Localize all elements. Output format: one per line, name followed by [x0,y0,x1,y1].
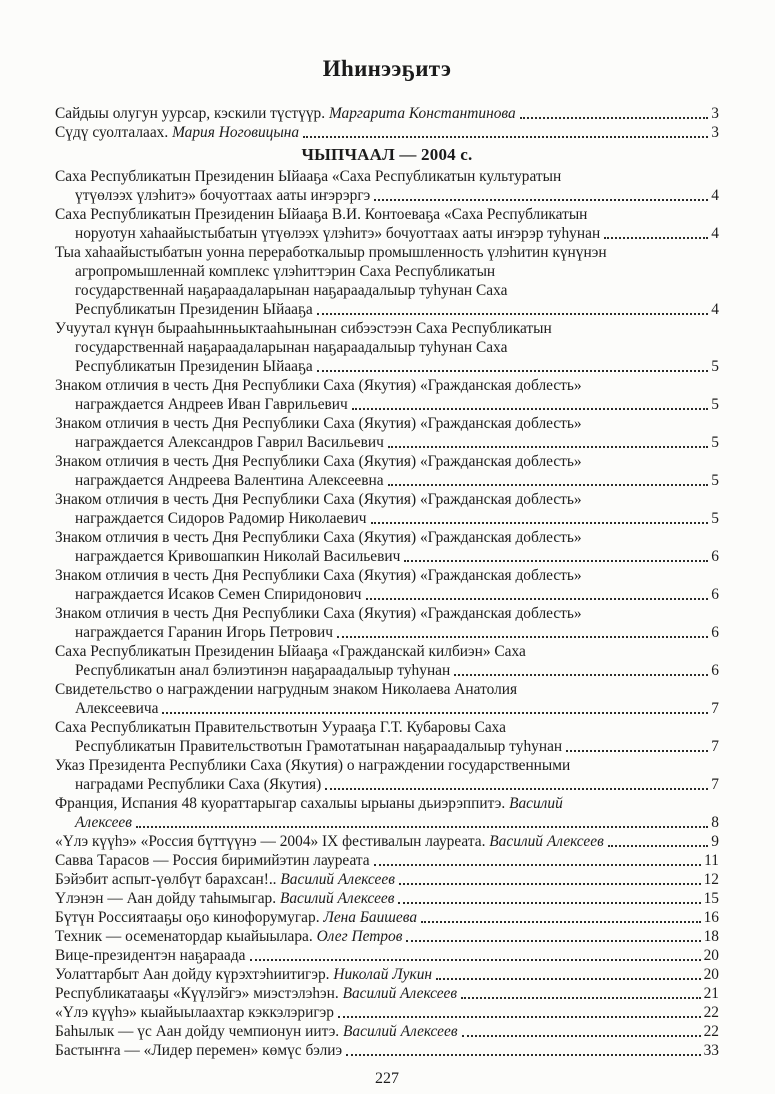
toc-entry [55,528,719,566]
entry-page-number: 21 [703,985,719,1002]
toc-line [55,718,719,737]
toc-entry [55,889,719,908]
toc-entry-title: Уолаттарбыт Аан дойду күрэхтэһиитигэр. [55,966,334,983]
toc-entry-text [55,719,506,736]
toc-entry [55,1041,719,1060]
toc-entry-text [75,357,313,376]
entry-page-number: 3 [711,124,719,141]
entry-page-number: 8 [711,814,719,831]
toc-entry-title: награждается Кривошапкин Николай Васильевич [75,548,401,565]
toc-entry [55,756,719,794]
toc-entry-text [55,104,516,123]
section-heading: ЧЫПЧААЛ — 2004 с. [301,145,473,164]
toc-entry [55,452,719,490]
toc-entry-title: государственнай наҕараадаларынан наҕараадалыыр туһунан Саха [75,339,508,356]
toc-line [55,908,719,927]
entry-page-number: 20 [703,947,719,964]
toc-entry [55,1022,719,1041]
toc-entry-author: Николай Лукин [333,966,433,983]
leader-dots [162,712,708,714]
toc-entry-title: Знаком отличия в честь Дня Республики Саха (Якутия) «Гражданская доблесть» [55,529,582,546]
entry-page-number: 6 [711,586,719,603]
toc-entry-text [55,889,394,908]
toc-entry-text [75,395,348,414]
toc-line [55,699,719,718]
toc-entry-title: Бүтүн Россиятааҕы оҕо кинофорумугар. [55,909,324,926]
toc-entries-section [55,167,719,1060]
leader-dots [388,484,709,486]
toc-line [55,623,719,642]
toc-entry-text [55,908,417,927]
toc-entry-title: награждается Исаков Семен Спиридонович [75,586,362,603]
toc-entry-title: Знаком отличия в честь Дня Республики Саха (Якутия) «Гражданская доблесть» [55,567,582,584]
leader-dots [461,997,701,999]
toc-entry-title: Республикатын Правительствотын Грамотатынан наҕараадалыыр туһунан [75,738,563,755]
toc-entry-title: Саха Республикатын Президенин Ыйааҕа «Гражданскай килбиэн» Саха [55,643,526,660]
footer-page-number: 227 [375,1070,399,1087]
toc-entry [55,984,719,1003]
toc-entry-title: Алексеевича [75,700,159,717]
toc-line [55,889,719,908]
entry-page-number: 5 [711,358,719,375]
toc-entries-top [55,104,719,142]
toc-line [55,661,719,680]
toc-line [55,946,719,965]
toc-entry-text [55,870,395,889]
toc-line [55,585,719,604]
toc-line [55,433,719,452]
entry-page-number: 6 [711,624,719,641]
toc-entry-text [55,168,561,185]
leader-dots [374,864,702,866]
entry-page-number: 4 [711,225,719,242]
leader-dots [303,136,708,138]
toc-entry [55,376,719,414]
toc-entry-text [75,263,495,280]
toc-entry-text [55,681,517,698]
toc-entry [55,718,719,756]
toc-entry-author: Маргарита Константинова [328,105,516,122]
toc-entry-text [55,1022,458,1041]
toc-line [55,281,719,300]
toc-line [55,104,719,123]
toc-entry [55,243,719,319]
entry-page-number: 16 [703,909,719,926]
toc-line [55,471,719,490]
toc-line [55,1022,719,1041]
toc-line [55,775,719,794]
leader-dots [520,117,709,119]
leader-dots [604,237,708,239]
entry-page-number: 5 [711,472,719,489]
leader-dots [325,788,708,790]
toc-entry-title: Республикатааҕы «Күүлэйгэ» миэстэлэһэн. [55,985,343,1002]
entry-page-number: 4 [711,301,719,318]
toc-entry-title: «Үлэ күүһэ» «Россия бүттүүнэ — 2004» IX фестивалын лауреата. [55,833,490,850]
toc-entry-text [55,415,582,432]
toc-entry-title: Вице-президентэн наҕараада [55,947,246,964]
toc-entry-title: награждается Гаранин Игорь Петрович [75,624,333,641]
entry-page-number: 12 [703,871,719,888]
toc-line [55,395,719,414]
leader-dots [352,408,709,410]
entry-page-number: 22 [703,1023,719,1040]
toc-line [55,357,719,376]
toc-entry [55,104,719,123]
toc-entry-text [75,186,370,205]
toc-entry-text [55,795,563,812]
toc-line [55,528,719,547]
toc-entry-title: наградами Республики Саха (Якутия) [75,776,322,793]
toc-entry [55,319,719,376]
toc-entry [55,870,719,889]
toc-line [55,566,719,585]
entry-page-number: 6 [711,662,719,679]
leader-dots [454,674,708,676]
toc-entry-title: Бэйэбит аспыт-үөлбүт барахсан!.. [55,871,281,888]
toc-entry-title: Республикатын Президенин Ыйааҕа [75,358,313,375]
toc-line [55,205,719,224]
toc-entry-text [75,699,158,718]
toc-entry-title: Сүдү суолталаах. [55,124,173,141]
leader-dots [337,636,708,638]
toc-entry-title: Знаком отличия в честь Дня Республики Саха (Якутия) «Гражданская доблесть» [55,453,582,470]
toc-entry-title: «Үлэ күүһэ» кыайыылаахтар кэккэлэригэр [55,1004,334,1021]
entry-page-number: 33 [703,1042,719,1059]
entry-page-number: 4 [711,187,719,204]
leader-dots [338,1016,701,1018]
toc-entry-text [55,567,582,584]
leader-dots [566,750,708,752]
toc-entry-title: Бастыҥҥа — «Лидер перемен» көмүс бэлиэ [55,1042,343,1059]
toc-entry-title: Саха Республикатын Президенин Ыйааҕа В.И. Контоеваҕа «Саха Республикатын [55,206,588,223]
toc-entry-author: Лена Баишева [323,909,418,926]
toc-line [55,680,719,699]
entry-page-number: 6 [711,548,719,565]
toc-line [55,642,719,661]
toc-entry-text [55,1003,334,1022]
entry-page-number: 7 [711,700,719,717]
entry-page-number: 15 [703,890,719,907]
leader-dots [374,199,708,201]
toc-entry-text [55,757,570,774]
toc-entry-text [55,984,457,1003]
toc-entry-title: Знаком отличия в честь Дня Республики Саха (Якутия) «Гражданская доблесть» [55,605,582,622]
toc-line [55,338,719,357]
toc-entry-title: Знаком отличия в честь Дня Республики Саха (Якутия) «Гражданская доблесть» [55,491,582,508]
leader-dots [436,978,701,980]
toc-entry-text [55,320,552,337]
toc-entry-text [75,623,333,642]
toc-entry-author: Олег Петров [316,928,403,945]
toc-entry-text [55,605,582,622]
toc-entry-title: Знаком отличия в честь Дня Республики Саха (Якутия) «Гражданская доблесть» [55,377,582,394]
leader-dots [317,313,709,315]
toc-entry [55,908,719,927]
leader-dots [421,921,701,923]
leader-dots [399,883,701,885]
toc-entry [55,414,719,452]
toc-entry-text [55,529,582,546]
toc-entry-text [75,547,400,566]
toc-entry-text [55,491,582,508]
toc-entry-title: Учуутал күнүн бырааһынньыктааһынынан сибээстээн Саха Республикатын [55,320,552,337]
toc-line [55,794,719,813]
toc-entry-text [75,339,507,356]
leader-dots [608,845,709,847]
toc-entry-text [75,585,362,604]
toc-entry-text [75,282,507,299]
toc-line [55,851,719,870]
toc-entry-author: Василий Алексеев [279,890,395,907]
toc-entry [55,604,719,642]
toc-line [55,509,719,528]
entry-page-number: 11 [704,852,719,869]
toc-line [55,756,719,775]
toc-entry-author: Василий Алексеев [489,833,604,850]
toc-entry-title: Тыа хаһаайыстыбатын уонна переработкалыыр промышленность үлэһитин күнүнэн [55,244,607,261]
toc-entry-text [75,775,321,794]
toc-line [55,300,719,319]
leader-dots [404,560,708,562]
toc-line [55,965,719,984]
toc-line [55,452,719,471]
toc-line [55,927,719,946]
toc-entry [55,794,719,832]
leader-dots [250,959,701,961]
toc-entry-title: Республикатын Президенин Ыйааҕа [75,301,313,318]
toc-entry [55,680,719,718]
toc-entry-text [75,813,132,832]
toc-line [55,243,719,262]
toc-line [55,604,719,623]
toc-entry-title: Саха Республикатын Правительствотын Уурааҕа Г.Т. Кубаровы Саха [55,719,506,736]
toc-entry [55,1003,719,1022]
page-title: Иһинээҕитэ [322,56,452,81]
toc-entry [55,123,719,142]
toc-line [55,186,719,205]
toc-entry-text [75,737,562,756]
toc-entry [55,851,719,870]
toc-entry-title: Техник — осеменатордар кыайыылара. [55,928,317,945]
toc-entry-text [55,946,246,965]
table-of-contents [55,104,719,1060]
toc-entry-text [55,1041,342,1060]
toc-entry [55,642,719,680]
toc-line [55,870,719,889]
entry-page-number: 20 [703,966,719,983]
toc-entry-text [55,244,607,261]
entry-page-number: 5 [711,510,719,527]
toc-line [55,547,719,566]
toc-entry [55,566,719,604]
toc-line [55,414,719,433]
entry-page-number: 9 [711,833,719,850]
toc-entry-author: Василий Алексеев [343,1023,458,1040]
leader-dots [371,522,709,524]
toc-entry-title: награждается Александров Гаврил Васильевич [75,434,384,451]
toc-entry-author: Мария Ноговицына [172,124,300,141]
toc-entry [55,946,719,965]
toc-entry-text [55,832,604,851]
toc-line [55,1041,719,1060]
toc-entry-title: Үлэнэн — Аан дойду таһымыгар. [55,890,280,907]
toc-entry-title: награждается Андреева Валентина Алексеевна [75,472,384,489]
toc-entry-title: Савва Тарасов — Россия биримийэтин лауреата [55,852,370,869]
toc-entry-title: Указ Президента Республики Саха (Якутия) о награждении государственными [55,757,571,774]
toc-entry-text [55,927,402,946]
leader-dots [388,446,708,448]
toc-entry-text [55,377,582,394]
toc-entry [55,832,719,851]
leader-dots [346,1054,700,1056]
toc-entry-title: Саха Республикатын Президенин Ыйааҕа «Саха Республикатын культуратын [55,168,562,185]
toc-line [55,490,719,509]
toc-entry-author: Василий Алексеев [280,871,395,888]
toc-entry-text [75,433,384,452]
toc-entry [55,965,719,984]
toc-entry-title: агропромышленнай комплекс үлэһиттэрин Саха Республикатын [75,263,496,280]
toc-entry-text [75,224,600,243]
toc-entry-text [75,300,313,319]
toc-entry [55,490,719,528]
toc-entry-title: үтүөлээх үлэһитэ» бочуоттаах ааты иҥэрэргэ [75,187,371,204]
toc-line [55,123,719,142]
entry-page-number: 18 [703,928,719,945]
toc-entry-text [55,643,526,660]
entry-page-number: 5 [711,434,719,451]
toc-entry-title: Сайдыы олугун уурсар, кэскили түстүүр. [55,105,329,122]
toc-entry-author: Василий Алексеев [342,985,458,1002]
toc-entry [55,205,719,243]
leader-dots [317,370,709,372]
toc-entry-title: Франция, Испания 48 куораттарыгар сахалыы ырыаны дьиэрэппитэ. [55,795,510,812]
toc-entry-title: награждается Сидоров Радомир Николаевич [75,510,367,527]
toc-line [55,376,719,395]
toc-line [55,319,719,338]
toc-entry-title: Баһылык — үс Аан дойду чемпионун иитэ. [55,1023,344,1040]
toc-entry-text [75,509,367,528]
toc-entry [55,927,719,946]
leader-dots [462,1035,701,1037]
toc-line [55,737,719,756]
toc-line [55,167,719,186]
toc-line [55,1003,719,1022]
entry-page-number: 3 [711,105,719,122]
toc-entry-text [75,471,384,490]
entry-page-number: 5 [711,396,719,413]
toc-entry-text [55,206,587,223]
toc-entry-text [55,123,299,142]
toc-line [55,224,719,243]
toc-entry-title: Знаком отличия в честь Дня Республики Саха (Якутия) «Гражданская доблесть» [55,415,582,432]
toc-entry-title: государственнай наҕараадаларынан наҕараадалыыр туһунан Саха [75,282,508,299]
toc-entry-title: Республикатын анал бэлиэтинэн наҕараадалыыр туһунан [75,662,451,679]
leader-dots [366,598,709,600]
toc-entry-text [55,851,370,870]
toc-entry-text [75,661,450,680]
entry-page-number: 22 [703,1004,719,1021]
entry-page-number: 7 [711,776,719,793]
leader-dots [406,940,700,942]
entry-page-number: 7 [711,738,719,755]
toc-entry-title: Свидетельство о награждении нагрудным знаком Николаева Анатолия [55,681,518,698]
toc-entry-author: Василий [509,795,563,812]
leader-dots [136,826,708,828]
toc-line [55,984,719,1003]
toc-entry-author: Алексеев [75,814,132,831]
toc-entry [55,167,719,205]
toc-entry-text [55,965,432,984]
toc-entry-title: награждается Андреев Иван Гаврильевич [75,396,348,413]
toc-line [55,262,719,281]
toc-entry-title: норуотун хаһаайыстыбатын үтүөлээх үлэһитэ» бочуоттаах ааты иҥэрэр туһунан [75,225,601,242]
toc-entry-text [55,453,582,470]
toc-line [55,813,719,832]
leader-dots [398,902,700,904]
toc-line [55,832,719,851]
